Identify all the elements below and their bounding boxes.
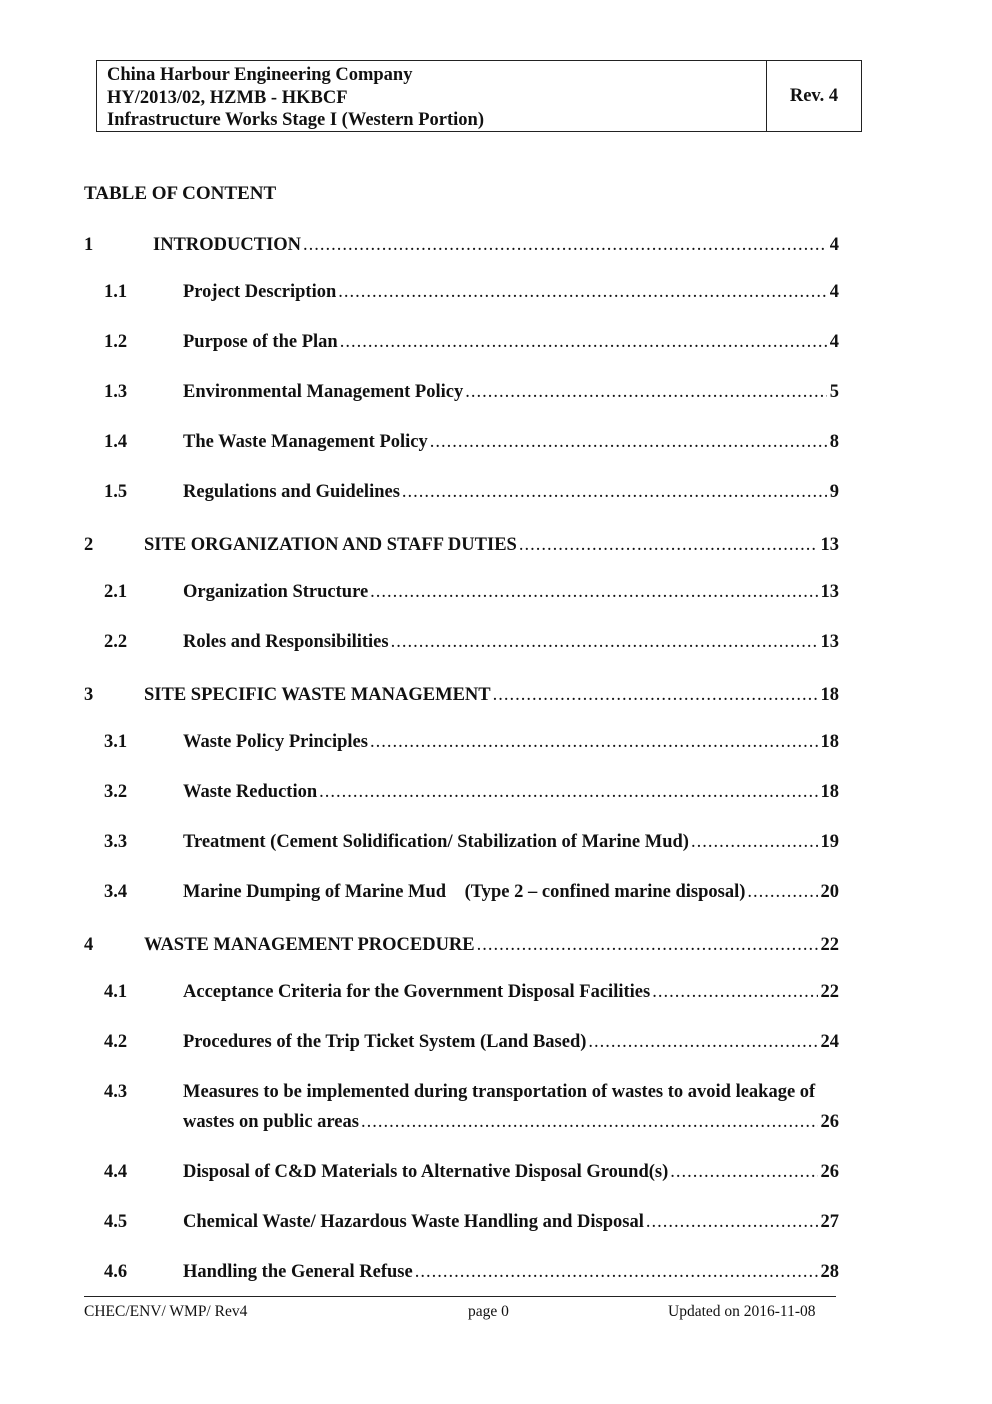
toc-entry-page: 28 [820,1262,839,1282]
toc-entry-text: Handling the General Refuse [183,1262,413,1282]
toc-entry-text-continued: wastes on public areas [183,1112,359,1132]
toc-dot-leader [646,1212,818,1232]
toc-entry-number: 3 [84,685,94,705]
toc-entry-text: Regulations and Guidelines [183,482,400,502]
toc-dot-leader [588,1032,817,1052]
toc-entry-number: 4.6 [104,1262,128,1282]
toc-entry-page: 4 [829,235,839,255]
toc-entry-4-5[interactable] [104,1212,839,1232]
toc-entry-text: Waste Policy Principles [183,732,368,752]
toc-entry-page: 5 [829,382,839,402]
toc-dot-leader [340,332,827,352]
toc-entry-text: Chemical Waste/ Hazardous Waste Handling and Disposal [183,1212,644,1232]
toc-entry-page: 18 [820,782,839,802]
toc-entry-number: 2 [84,535,94,555]
toc-entry-text: WASTE MANAGEMENT PROCEDURE [144,935,475,955]
toc-entry-page: 19 [820,832,839,852]
toc-entry-text: Acceptance Criteria for the Government Disposal Facilities [183,982,651,1002]
toc-entry-1[interactable] [84,235,839,255]
toc-dot-leader [691,832,818,852]
toc-entry-text: Purpose of the Plan [183,332,338,352]
toc-entry-page: 4 [829,282,839,302]
toc-entry-text: Roles and Responsibilities [183,632,389,652]
footer-divider [84,1296,836,1297]
toc-title: TABLE OF CONTENT [84,183,277,204]
footer-doc-ref: CHEC/ENV/ WMP/ Rev4 [84,1303,248,1320]
header-box [96,60,862,132]
toc-entry-number: 1 [84,235,94,255]
toc-dot-leader [319,782,817,802]
toc-entry-page: 13 [820,632,839,652]
toc-entry-page: 9 [829,482,839,502]
toc-entry-number: 1.5 [104,482,128,502]
toc-entry-text: Project Description [183,282,337,302]
toc-entry-text: Treatment (Cement Solidification/ Stabilization of Marine Mud) [183,832,689,852]
toc-entry-page: 20 [820,882,839,902]
toc-dot-leader [361,1112,818,1132]
header-contract-no: HY/2013/02, HZMB - HKBCF [107,87,348,108]
toc-entry-4-1[interactable] [104,982,839,1002]
toc-entry-text: INTRODUCTION [153,235,302,255]
toc-dot-leader [493,685,818,705]
toc-entry-page: 18 [820,732,839,752]
footer-page-label: page 0 [468,1303,509,1320]
toc-dot-leader [370,582,817,602]
toc-entry-text: Marine Dumping of Marine Mud (Type 2 – confined marine disposal) [183,882,746,902]
toc-entry-3[interactable] [84,685,839,705]
toc-entry-number: 4.5 [104,1212,128,1232]
toc-entry-number: 4.4 [104,1162,128,1182]
toc-dot-leader [430,432,827,452]
toc-entry-page: 4 [829,332,839,352]
toc-dot-leader [670,1162,817,1182]
toc-entry-page: 22 [820,935,839,955]
header-company-name: China Harbour Engineering Company [107,65,413,85]
toc-entry-number: 3.2 [104,782,128,802]
toc-entry-4-2[interactable] [104,1032,839,1052]
toc-dot-leader [402,482,827,502]
toc-entry-3-4[interactable] [104,882,839,902]
toc-entry-number: 2.2 [104,632,128,652]
toc-entry-number: 4.1 [104,982,128,1002]
header-project-title: Infrastructure Works Stage I (Western Portion) [107,110,484,130]
toc-dot-leader [370,732,818,752]
toc-entry-2[interactable] [84,535,839,555]
header-revision: Rev. 4 [789,85,839,106]
toc-entry-number: 1.1 [104,282,128,302]
toc-entry-page: 26 [820,1162,839,1182]
toc-entry-text: Waste Reduction [183,782,318,802]
footer-updated-date: Updated on 2016-11-08 [668,1303,816,1320]
toc-dot-leader [519,535,818,555]
toc-dot-leader [652,982,817,1002]
toc-entry-number: 3.1 [104,732,128,752]
toc-dot-leader [391,632,818,652]
toc-dot-leader [338,282,826,302]
toc-entry-page: 13 [820,535,839,555]
toc-entry-text: Organization Structure [183,582,369,602]
toc-entry-3-2[interactable] [104,782,839,802]
toc-entry-4[interactable] [84,935,839,955]
toc-entry-4-4[interactable] [104,1162,839,1182]
toc-entry-1-4[interactable] [104,432,839,452]
toc-entry-3-1[interactable] [104,732,839,752]
toc-entry-page: 22 [820,982,839,1002]
toc-entry-2-1[interactable] [104,582,839,602]
toc-entry-4-6[interactable] [104,1262,839,1282]
toc-dot-leader [477,935,818,955]
toc-entry-number: 3.3 [104,832,128,852]
toc-entry-1-3[interactable] [104,382,839,402]
toc-entry-1-1[interactable] [104,282,839,302]
toc-entry-number: 1.4 [104,432,128,452]
toc-entry-4-3-continued[interactable] [183,1112,839,1132]
toc-entry-page: 13 [820,582,839,602]
toc-entry-page: 27 [820,1212,839,1232]
toc-entry-text: Environmental Management Policy [183,382,464,402]
toc-entry-number: 4 [84,935,94,955]
toc-entry-4-3[interactable] [104,1082,869,1102]
toc-dot-leader [465,382,827,402]
toc-entry-number: 2.1 [104,582,128,602]
toc-entry-text: SITE ORGANIZATION AND STAFF DUTIES [144,535,517,555]
toc-entry-number: 1.3 [104,382,128,402]
toc-entry-1-2[interactable] [104,332,839,352]
toc-entry-text: SITE SPECIFIC WASTE MANAGEMENT [144,685,491,705]
toc-entry-3-3[interactable] [104,832,839,852]
toc-entry-number: 4.2 [104,1032,128,1052]
toc-entry-number: 3.4 [104,882,128,902]
toc-entry-page: 18 [820,685,839,705]
toc-dot-leader [415,1262,818,1282]
toc-entry-text: Disposal of C&D Materials to Alternative Disposal Ground(s) [183,1162,669,1182]
toc-dot-leader [303,235,827,255]
toc-entry-page: 26 [820,1112,839,1132]
toc-entry-page: 24 [820,1032,839,1052]
toc-entry-text: Measures to be implemented during transportation of wastes to avoid leakage of [183,1082,816,1102]
toc-entry-number: 1.2 [104,332,128,352]
toc-dot-leader [747,882,817,902]
toc-entry-page: 8 [829,432,839,452]
toc-entry-2-2[interactable] [104,632,839,652]
toc-entry-text: Procedures of the Trip Ticket System (Land Based) [183,1032,587,1052]
toc-entry-number: 4.3 [104,1082,128,1102]
toc-entry-text: The Waste Management Policy [183,432,428,452]
toc-entry-1-5[interactable] [104,482,839,502]
header-company-block [97,61,767,131]
